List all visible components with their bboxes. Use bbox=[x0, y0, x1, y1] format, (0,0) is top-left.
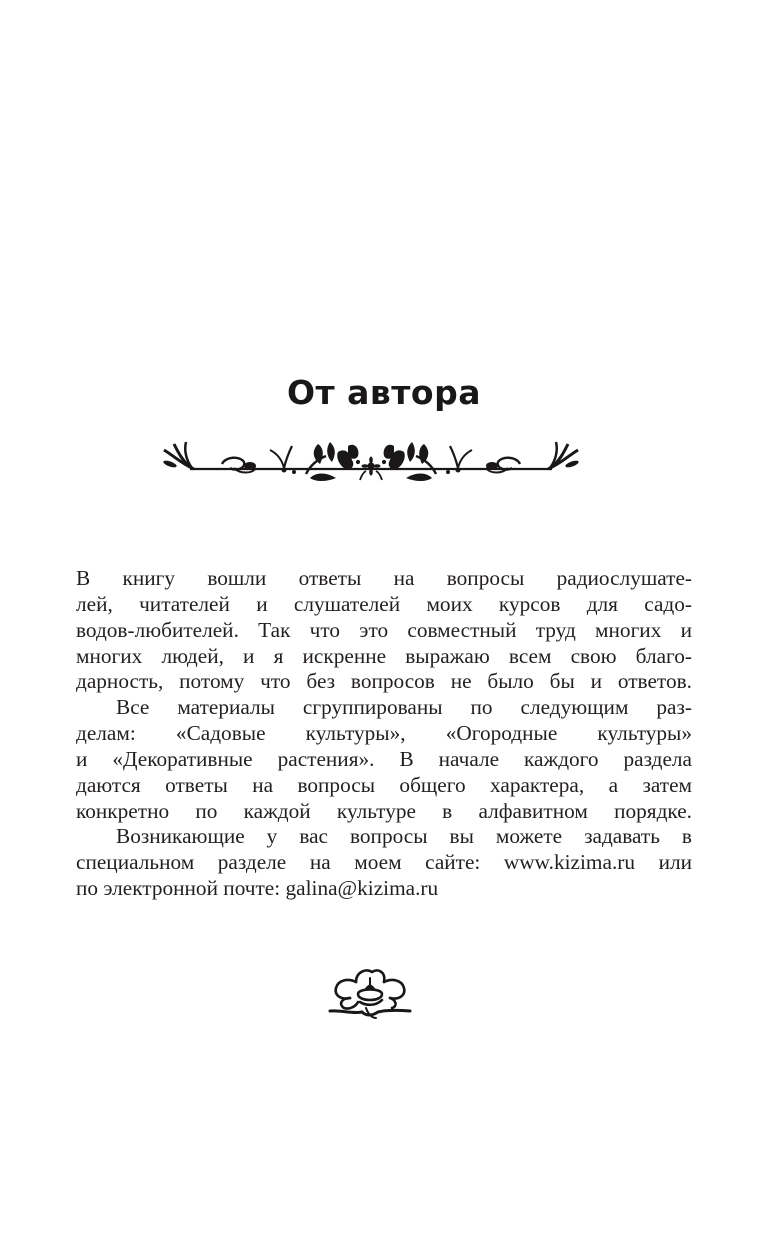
paragraph-3-line-3: по электронной почте: galina@kizima.ru bbox=[76, 876, 439, 901]
paragraph-3-line-2: специальном разделе на моем сайте: www.kizima.ru или bbox=[76, 850, 692, 875]
paragraph-1-line-4: многих людей, и я искренне выражаю всем свою благо- bbox=[76, 643, 692, 668]
paragraph-2-line-1: Все материалы сгруппированы по следующим раз- bbox=[116, 695, 692, 720]
paragraph-2-line-2: делам: «Садовые культуры», «Огородные культуры» bbox=[76, 721, 692, 746]
paragraph-3-line-1: Возникающие у вас вопросы вы можете задавать в bbox=[116, 824, 692, 849]
author-foreword-text bbox=[76, 566, 692, 902]
paragraph-2-line-4: даются ответы на вопросы общего характера, а затем bbox=[76, 772, 692, 797]
paragraph-1-line-3: водов-любителей. Так что это совместный труд многих и bbox=[76, 617, 692, 642]
paragraph-2-line-5: конкретно по каждой культуре в алфавитном порядке. bbox=[76, 798, 692, 823]
page-title: От автора bbox=[286, 373, 481, 413]
paragraph-2-line-3: и «Декоративные растения». В начале каждого раздела bbox=[76, 746, 692, 771]
flower-vignette-icon bbox=[326, 964, 414, 1020]
paragraph-1-line-5: дарность, потому что без вопросов не было бы и ответов. bbox=[76, 669, 692, 694]
paragraph-1-line-2: лей, читателей и слушателей моих курсов для садо- bbox=[76, 591, 692, 616]
floral-divider-icon bbox=[160, 438, 582, 482]
paragraph-1-line-1: В книгу вошли ответы на вопросы радиослушате- bbox=[76, 566, 692, 590]
